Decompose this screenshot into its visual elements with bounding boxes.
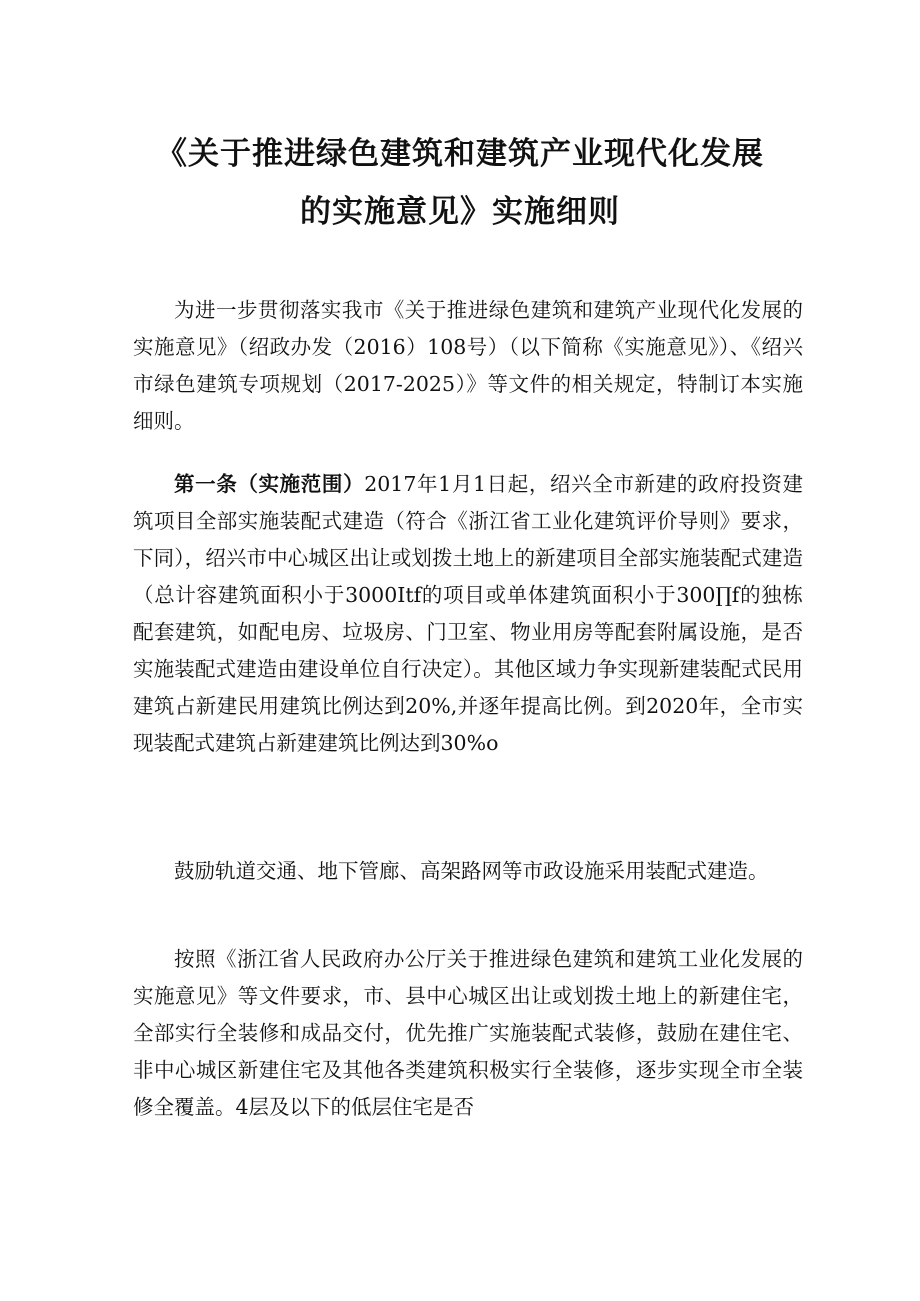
document-title-line-2: 的实施意见》实施细则 xyxy=(300,194,620,230)
document-title-line-1: 《关于推进绿色建筑和建筑产业现代化发展 xyxy=(156,136,764,172)
paragraph-intro: 为进一步贯彻落实我市《关于推进绿色建筑和建筑产业现代化发展的实施意见》（绍政办发（2016）108号）（以下简称《实施意见》）、《绍兴市绿色建筑专项规划（2017-2025）》等文件的相关规定，特制订本实施细则。 xyxy=(133,298,803,433)
paragraph-article-1 xyxy=(133,466,803,762)
article-1-body: 2017年1月1日起，绍兴全市新建的政府投资建筑项目全部实施装配式建造（符合《浙江省工业化建筑评价导则》要求，下同），绍兴市中心城区出让或划拨土地上的新建项目全部实施装配式建造（总计容建筑面积小于3000Itf的项目或单体建筑面积小于300∏f的独栋配套建筑，如配电房、垃圾房、门卫室、物业用房等配套附属设施，是否实施装配式建造由建设单位自行决定）。其他区域力争实现新建装配式民用建筑占新建民用建筑比例达到20%,并逐年提高比例。到2020年，全市实现装配式建筑占新建建筑比例达到30%o xyxy=(133,472,803,755)
paragraph-municipal-facilities: 鼓励轨道交通、地下管廊、高架路网等市政设施采用装配式建造。 xyxy=(174,859,769,883)
paragraph-full-decoration: 按照《浙江省人民政府办公厅关于推进绿色建筑和建筑工业化发展的实施意见》等文件要求，市、县中心城区出让或划拨土地上的新建住宅，全部实行全装修和成品交付，优先推广实施装配式装修，鼓励在建住宅、非中心城区新建住宅及其他各类建筑积极实行全装修，逐步实现全市全装修全覆盖。4层及以下的低层住宅是否 xyxy=(133,947,803,1119)
article-1-heading: 第一条（实施范围） xyxy=(174,472,365,496)
